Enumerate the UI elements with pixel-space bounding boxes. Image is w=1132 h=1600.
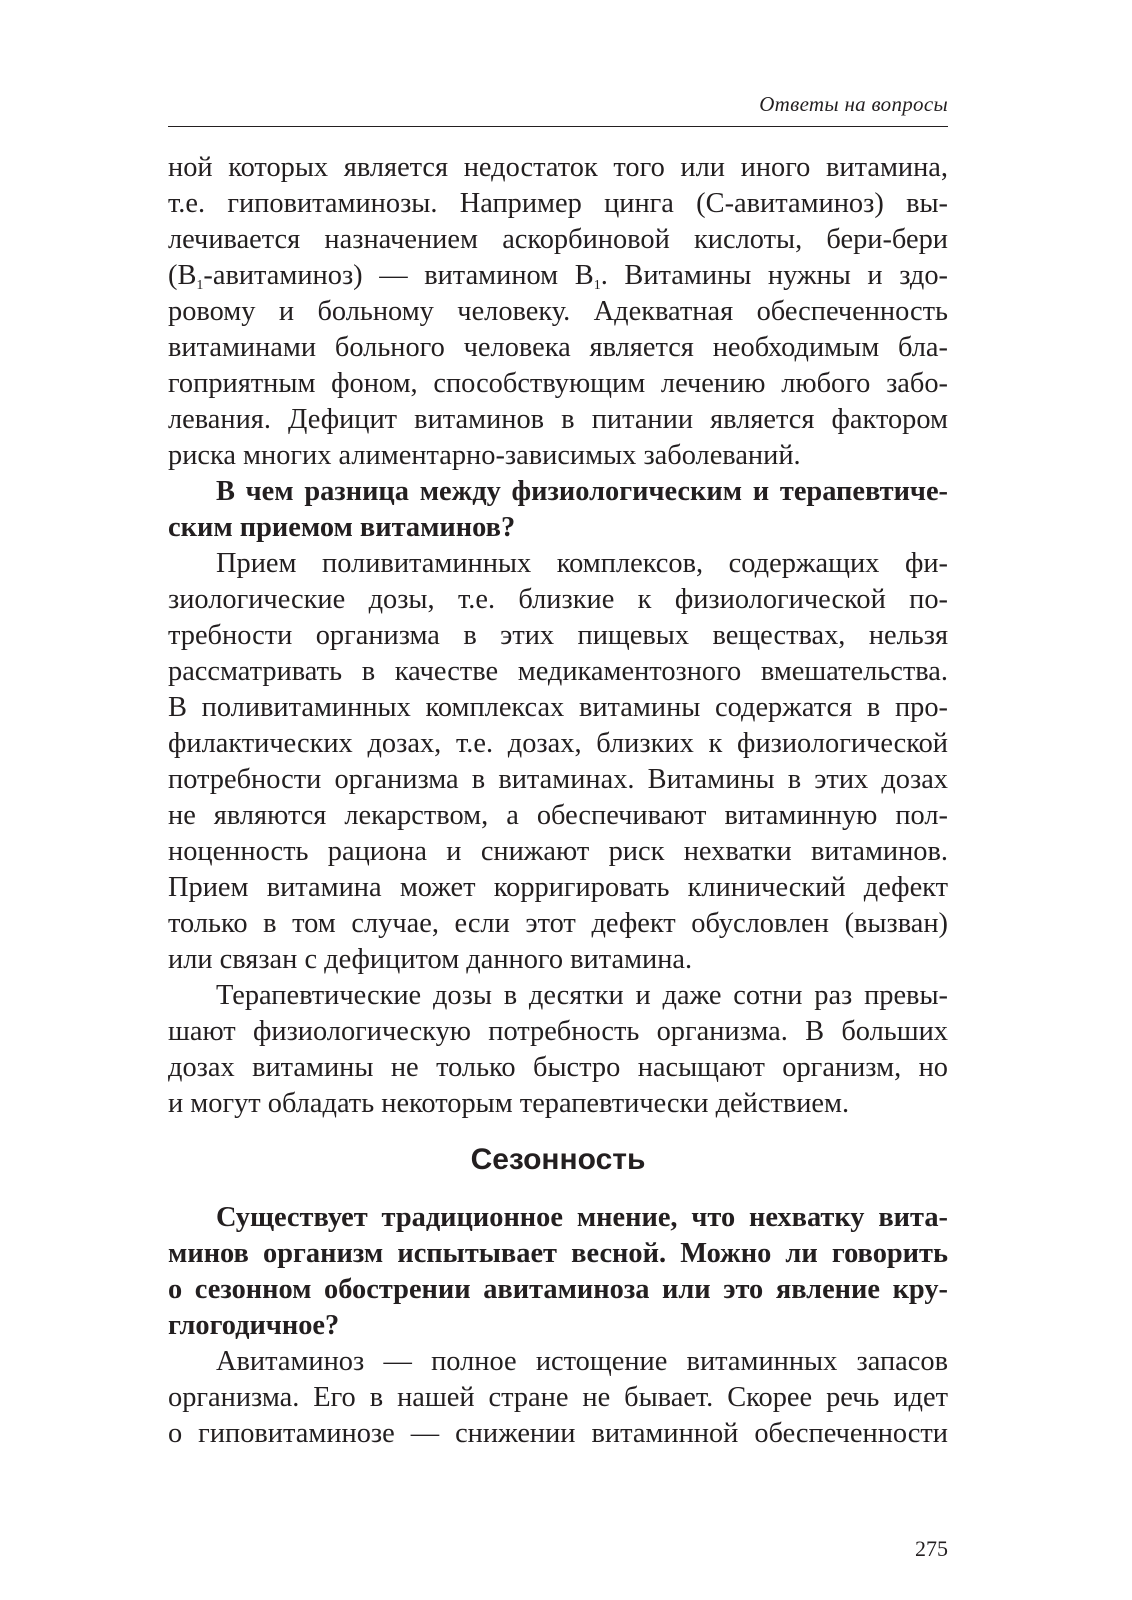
subscript: 1: [196, 278, 204, 293]
text-line: потребности организма в витаминах. Витамины в этих дозах: [168, 764, 948, 795]
text-line: т.е. гиповитаминозы. Например цинга (С-авитаминоз) вы-: [168, 188, 948, 219]
question-line: глогодичное?: [168, 1310, 340, 1341]
text-line: требности организма в этих пищевых веществах, нельзя: [168, 620, 948, 651]
running-head-title: Ответы на вопросы: [759, 92, 948, 116]
text-line-with-subscripts: [168, 258, 948, 294]
paragraph-4: [168, 1344, 948, 1452]
text-line: зиологические дозы, т.е. близкие к физиологической по-: [168, 584, 948, 615]
text-line: Прием витамина может корригировать клинический дефект: [168, 872, 948, 903]
text-line: ровому и больному человеку. Адекватная обеспеченность: [168, 296, 948, 327]
text-line: Терапевтические дозы в десятки и даже сотни раз превы-: [216, 980, 948, 1011]
question-line: о сезонном обострении авитаминоза или это явление кру-: [168, 1274, 948, 1305]
question-line: ским приемом витаминов?: [168, 512, 516, 543]
text-line: Авитаминоз — полное истощение витаминных запасов: [216, 1346, 948, 1377]
text-line: рассматривать в качестве медикаментозного вмешательства.: [168, 656, 948, 687]
page-number: 275: [915, 1536, 948, 1561]
text-line: организма. Его в нашей стране не бывает. Скорее речь идет: [168, 1382, 948, 1413]
text-line: риска многих алиментарно-зависимых заболеваний.: [168, 440, 801, 471]
text-line: шают физиологическую потребность организма. В больших: [168, 1016, 948, 1047]
text-line: ной которых является недостаток того или иного витамина,: [168, 152, 948, 183]
text-line: или связан с дефицитом данного витамина.: [168, 944, 693, 975]
question-line: В чем разница между физиологическим и терапевтиче-: [216, 476, 948, 507]
paragraph-3: [168, 978, 948, 1122]
text-line: левания. Дефицит витаминов в питании является фактором: [168, 404, 948, 435]
text-line: витаминами больного человека является необходимым бла-: [168, 332, 948, 363]
body-text-lower: [168, 1200, 948, 1452]
text-line: не являются лекарством, а обеспечивают витаминную пол-: [168, 800, 948, 831]
text-line: гоприятным фоном, способствующим лечению любого забо-: [168, 368, 948, 399]
text-fragment: . Витамины нужны и здо-: [600, 260, 948, 291]
body-text-upper: [168, 150, 948, 1122]
text-line: о гиповитаминозе — снижении витаминной обеспеченности: [168, 1418, 948, 1449]
question-heading-1: [168, 474, 948, 546]
question-line: минов организм испытывает весной. Можно ли говорить: [168, 1238, 948, 1269]
text-line: В поливитаминных комплексах витамины содержатся в про-: [168, 692, 948, 723]
question-line: Существует традиционное мнение, что нехватку вита-: [216, 1202, 948, 1233]
text-line: дозах витамины не только быстро насыщают организм, но: [168, 1052, 948, 1083]
text-line: лечивается назначением аскорбиновой кислоты, бери-бери: [168, 224, 948, 255]
running-head: [168, 88, 948, 127]
text-fragment: (B: [168, 260, 197, 291]
text-line: филактических дозах, т.е. дозах, близких к физиологической: [168, 728, 948, 759]
question-heading-2: [168, 1200, 948, 1344]
text-line: только в том случае, если этот дефект обусловлен (вызван): [168, 908, 948, 939]
subscript: 1: [593, 278, 601, 293]
paragraph-1: [168, 150, 948, 474]
text-line: Прием поливитаминных комплексов, содержащих фи-: [216, 548, 948, 579]
text-line: и могут обладать некоторым терапевтически действием.: [168, 1088, 850, 1119]
text-fragment: -авитаминоз) — витамином B: [203, 260, 594, 291]
paragraph-2: [168, 546, 948, 978]
text-line: ноценность рациона и снижают риск нехватки витаминов.: [168, 836, 948, 867]
section-title: Сезонность: [470, 1143, 646, 1176]
